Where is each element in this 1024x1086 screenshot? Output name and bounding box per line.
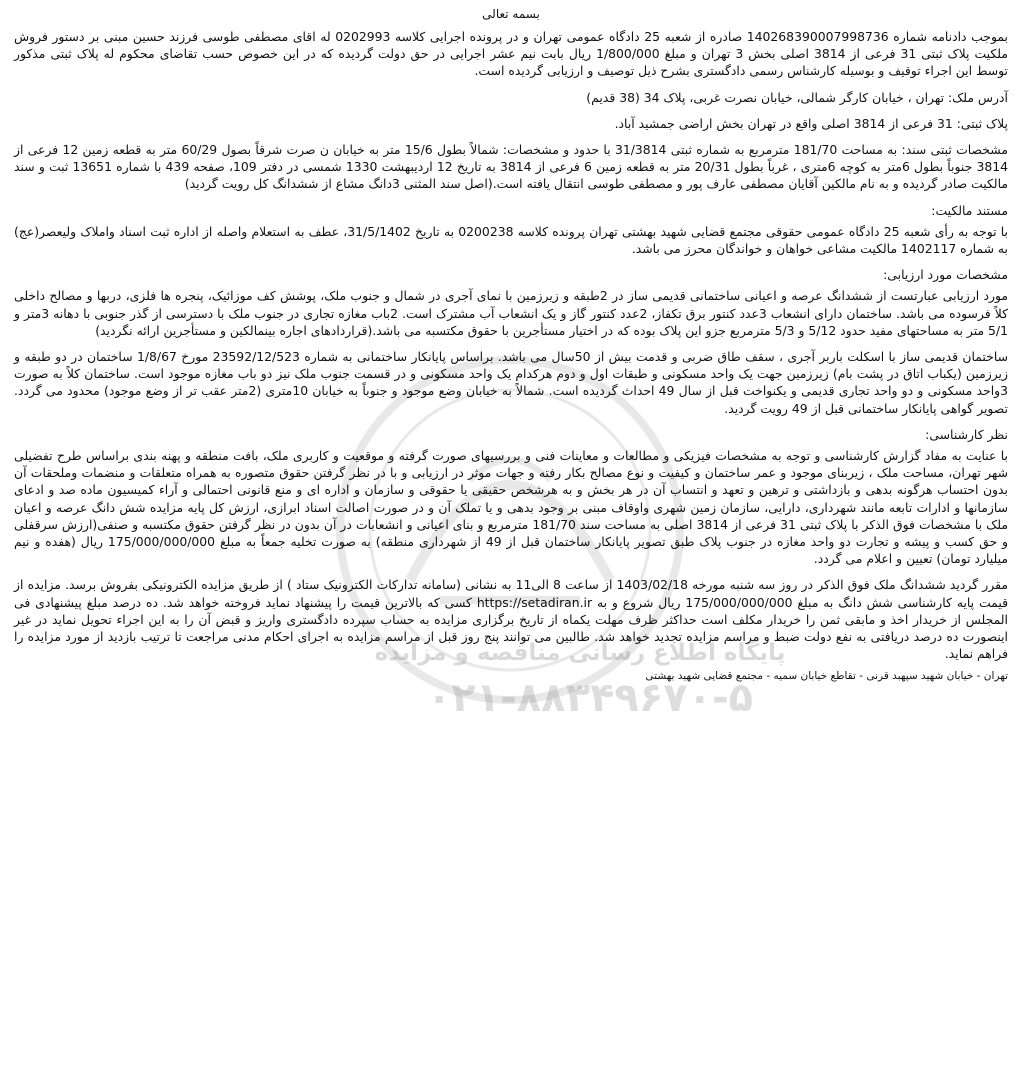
property-address: آدرس ملک: تهران ، خیابان کارگر شمالی، خیابان نصرت غربی، پلاک 34 (38 قدیم) (586, 89, 1008, 105)
appraisal-title: مشخصات مورد ارزیابی: (883, 267, 1008, 283)
appraisal-paragraph: مورد ارزیابی عبارتست از ششدانگ عرصه و اعیانی ساختمانی قدیمی ساز در 2طبقه و زیرزمین با نمای آجری در شمال و جنوب ملک، پوشش کف موزائیک، پنجره ها فلزی، دربها و مصالح داخلی کلاً فرسوده می باشد. ساختمان دارای انشعاب 3عدد کنتور برق تکفاز، 2عدد کنتور گاز و یک انشعاب آب مشترک است. 2باب مغازه تجاری در جنوب ملک با دسترسی از گذر جنوبی با دهانه 3متر و 5/1 متر به مساحتهای مفید حدود 5/12 و 5/3 مترمربع جزو این پلاک بوده که در اختیار مستأجرین با حقوق مکتسبه می باشد.(قراردادهای اجاره بینمالکین و مستأجرین ارائه نگردید) (14, 288, 1009, 338)
ownership-title: مستند مالکیت: (931, 202, 1008, 218)
watermark-org-text: پایگاه اطلاع رسانی مناقصه و مزایده (374, 640, 786, 666)
watermark-phone-text: ۰۲۱-۸۸۳۴۹۶۷۰-۵ (426, 675, 754, 721)
footer-address: تهران - خیابان شهید سپهبد قرنی - تقاطع خیابان سمیه - مجتمع قضایی شهید بهشتی (645, 669, 1008, 682)
deed-specifications: مشخصات ثبتی سند: به مساحت 181/70 مترمربع به شماره ثبتی 31/3814 با حدود و مشخصات: شمالاً بطول 15/6 متر به خیابان ن صرت شرقاً بصول 60/29 متر به قطعه زمین 12 فرعی از 3814 جنوباً بطول 6متر به کوچه 6متری ، غرباً بطول 20/31 متر به قطعه زمین 6 فرعی از 3814 به تاریخ 12 اردیبهشت 1330 شمسی در دفتر 109، صفحه 439 با شماره 13651 ثبت و سند مالکیت صادر گردیده و به نام مالکین آقایان مصطفی عارف پور و مصطفی طوسی انتقال یافته است.(اصل سند المثنی 3دانگ مشاع از ششدانگ کل رویت گردید) (14, 142, 1009, 192)
ownership-paragraph: با توجه به رأی شعبه 25 دادگاه عمومی حقوقی مجتمع قضایی شهید بهشتی تهران پرونده کلاسه 0200238 به تاریخ 31/5/1402، عطف به استعلام واصله از اداره ثبت اسناد واملاک ولیعصر(عج) به شماره 1402117 مالکیت مشاعی خواهان و خواندگان محرز می باشد. (14, 223, 1008, 257)
auction-paragraph: مقرر گردید ششدانگ ملک فوق الذکر در روز سه شنبه مورخه 1403/02/18 از ساعت 8 الی11 به نشانی (سامانه تدارکات الکترونیک ستاد ) از طریق مزایده الکترونیکی بفروش برسد. مزایده از قیمت پایه کارشناسی شش دانگ به مبلغ 175/000/000/000 ریال شروع و به https://setadiran.ir کسی که بالاترین قیمت را پیشنهاد نماید فروخته خواهد شد. ده درصد مبلغ پیشنهادی فی المجلس از خریدار اخذ و مابقی ثمن را خریدار مکلف است حداکثر ظرف مهلت یکماه از تاریخ برگزاری مزایده به حساب سپرده دادگستری واریز و قبض آن را به این اجراء تحویل نماید در غیر اینصورت ده درصد دریافتی به نفع دولت ضبط و مراسم مزایده تجدید خواهد شد. طالبین می توانند پنج روز قبل از مراسم مزایده به اجرای احکام مدنی مراجعت تا ترتیب بازدید از مورد مزایده را فراهم نماید. (14, 577, 1008, 662)
building-paragraph: ساختمان قدیمی ساز با اسکلت باربر آجری ، سقف طاق ضربی و قدمت بیش از 50سال می باشد. براساس پایانکار ساختمانی به شماره 23592/12/523 مورخ 1/8/67 ساختمان در دو طبقه و زیرزمین (یکباب اتاق در پشت بام) زیرزمین جهت یک واحد مسکونی و طبقات اول و دوم هرکدام یک واحد مسکونی و در قسمت جنوب ملک نیز دو باب مغازه موجود است. ساختمان کلاً به صورت 3واحد مسکونی و دو واحد تجاری قدیمی و یکنواخت قبل از سال 49 احداث گردیده است. شمالاً به خیابان وضع موجود و جنوباً به خیابان 10متری (2متر عقب تر از وضع موجود) محدود می گردد. تصویر گواهی پایانکار ساختمانی قبل از 49 رویت گردید. (14, 349, 1009, 416)
registration-plate: پلاک ثبتی: 31 فرعی از 3814 اصلی واقع در تهران بخش اراضی جمشید آباد. (614, 115, 1008, 131)
opinion-title: نظر کارشناسی: (925, 426, 1008, 442)
document-heading: بسمه تعالی (482, 7, 540, 21)
opinion-paragraph: با عنایت به مفاد گزارش کارشناسی و توجه به مشخصات فیزیکی و مطالعات و معاینات فنی و بررسیهای صورت گرفته و موقعیت و کاربری ملک، بافت منطقه و پهنه بندی براساس طرح تفضیلی شهر تهران، مساحت ملک ، زیربنای موجود و عمر ساختمان و کیفیت و نوع مصالح بکار رفته و جهات موثر در ارزیابی و با در نظر گرفتن حقوق متصوره به همراه متعلقات و منضمات وملحقات آن بدون احتساب هرگونه بدهی و بازداشتی و ترهین و تعهد و انتساب آن در هر بخش و به هرشخص حقیقی یا حقوقی و سازمان و اداره ای و منع قانونی احتمالی و آراء کمیسیون ماده صد و ادعای سازمانها و ادارات تابعه مانند شهرداری، دارایی، سازمان زمین شهری واوقاف مبنی بر وجود بدهی و یا تملک آن و در صورت اصالت اسناد ابرازی، ارزش کل پایه مزایده شش دانگ عرصه و اعیان ملک با مشخصات فوق الذکر با پلاک ثبتی 31 فرعی از 3814 اصلی به مساحت سند 181/70 مترمربع و بنای اعیانی و انشعابات در آن بدون در نظر گرفتن حقوق مکتسبه و صنفی(ارزش سرقفلی و حق کسب و پیشه و تجارت دو واحد مغازه در جنوب پلاک طبق تصویر پایانکار ساختمان قبل از 49 از شهرداری منطقه) به صورت تخلیه جمعاً به مبلغ 175/000/000/000 ریال (هفده و نیم میلیارد تومان) تعیین و اعلام می گردد. (14, 448, 1008, 567)
intro-paragraph: بموجب دادنامه شماره 140268390007998736 صادره از شعبه 25 دادگاه عمومی تهران و در پرونده اجرایی کلاسه 0202993 له اقای مصطفی طوسی فرزند حسین مبنی بر دستور فروش ملکیت پلاک ثبتی 31 فرعی از 3814 اصلی بخش 3 تهران و مبلغ 1/800/000 ریال بابت نیم عشر اجرایی در حق دولت گردیده که در این خصوص حسب تقاضای محکوم له پلاک ثبتی مذکور توسط این اجراء توقیف و بوسیله کارشناس رسمی دادگستری بشرح ذیل توصیف و ارزیابی گردیده است. (14, 29, 1008, 79)
